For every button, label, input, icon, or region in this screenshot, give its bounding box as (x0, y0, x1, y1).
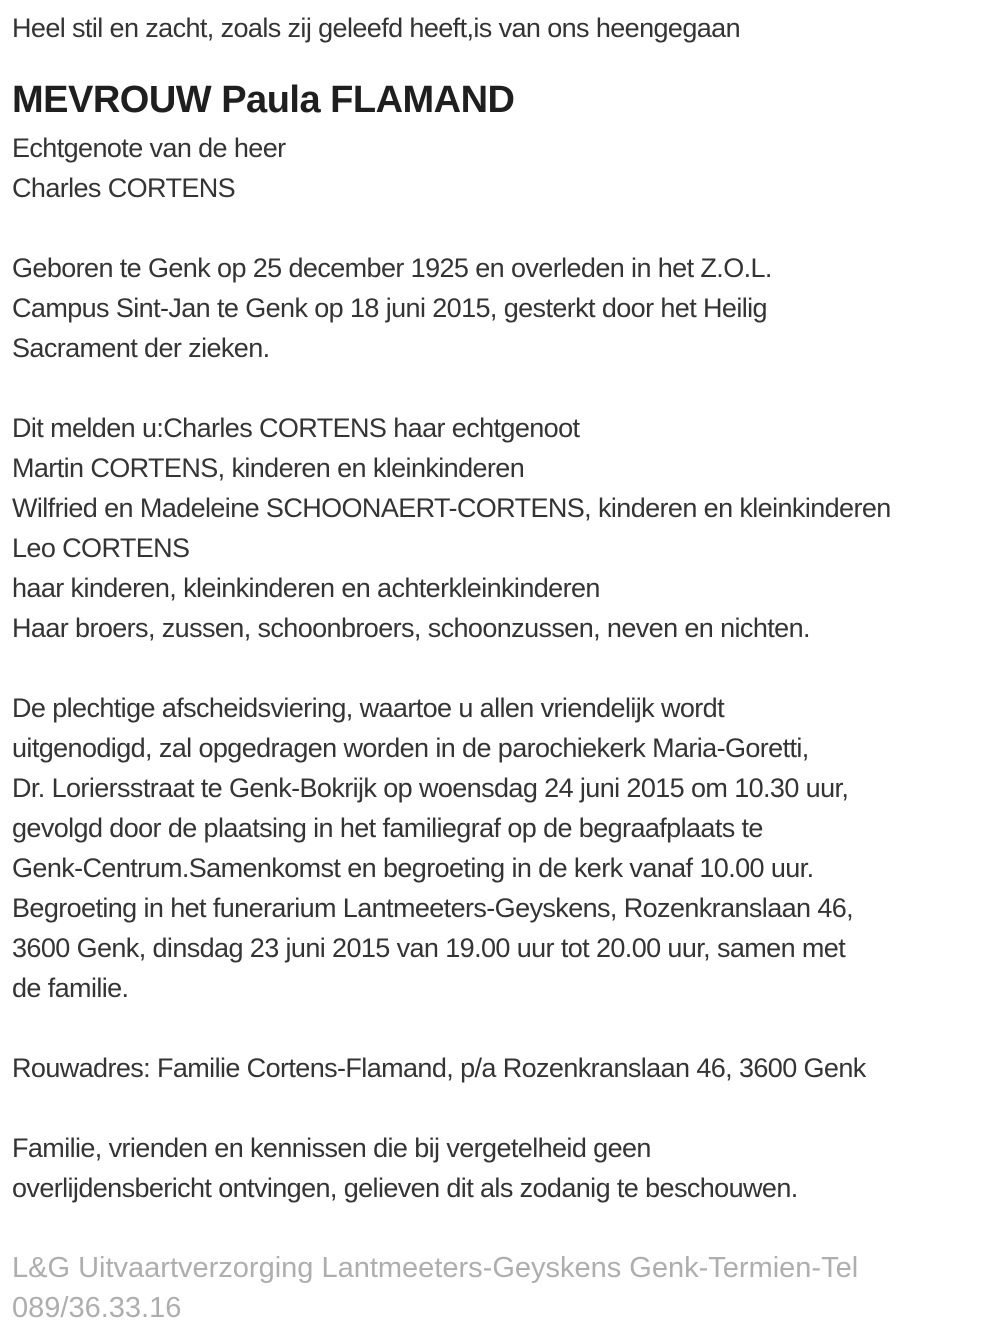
funeral-home-footer (12, 1248, 988, 1328)
opening-line: Heel stil en zacht, zoals zij geleefd heeft,is van ons heengegaan (12, 13, 740, 43)
text-line: Haar broers, zussen, schoonbroers, schoonzussen, neven en nichten. (12, 613, 810, 643)
paragraph-announced-by (12, 408, 988, 648)
relation-line: Echtgenote van de heer (12, 133, 286, 163)
paragraph-forgotten-notice (12, 1128, 988, 1208)
text-line: Familie, vrienden en kennissen die bij vergetelheid geen (12, 1133, 651, 1163)
text-line: gevolgd door de plaatsing in het familiegraf op de begraafplaats te (12, 813, 763, 843)
text-line: Genk-Centrum.Samenkomst en begroeting in de kerk vanaf 10.00 uur. (12, 853, 814, 883)
text-line: Sacrament der zieken. (12, 333, 270, 363)
paragraph-service-details (12, 688, 988, 1008)
text-line: uitgenodigd, zal opgedragen worden in de parochiekerk Maria-Goretti, (12, 733, 809, 763)
text-line: Campus Sint-Jan te Genk op 18 juni 2015, gesterkt door het Heilig (12, 293, 767, 323)
mourning-address-line: Rouwadres: Familie Cortens-Flamand, p/a Rozenkranslaan 46, 3600 Genk (12, 1053, 866, 1083)
text-line: Dit melden u:Charles CORTENS haar echtgenoot (12, 413, 580, 443)
text-line: de familie. (12, 973, 129, 1003)
text-line: Martin CORTENS, kinderen en kleinkinderen (12, 453, 525, 483)
text-line: Leo CORTENS (12, 533, 190, 563)
obituary-document (12, 8, 988, 1336)
text-line: De plechtige afscheidsviering, waartoe u allen vriendelijk wordt (12, 693, 724, 723)
text-line: Dr. Loriersstraat te Genk-Bokrijk op woensdag 24 juni 2015 om 10.30 uur, (12, 773, 849, 803)
text-line: Wilfried en Madeleine SCHOONAERT-CORTENS, kinderen en kleinkinderen (12, 493, 891, 523)
paragraph-birth-and-death (12, 248, 988, 368)
deceased-name: MEVROUW Paula FLAMAND (12, 79, 515, 121)
text-line: haar kinderen, kleinkinderen en achterkleinkinderen (12, 573, 600, 603)
text-line: Begroeting in het funerarium Lantmeeters-Geyskens, Rozenkranslaan 46, (12, 893, 854, 923)
text-line: overlijdensbericht ontvingen, gelieven dit als zodanig te beschouwen. (12, 1173, 798, 1203)
text-line: Geboren te Genk op 25 december 1925 en overleden in het Z.O.L. (12, 253, 772, 283)
text-line: 3600 Genk, dinsdag 23 juni 2015 van 19.00 uur tot 20.00 uur, samen met (12, 933, 846, 963)
funeral-home-name-line: L&G Uitvaartverzorging Lantmeeters-Geyskens Genk-Termien-Tel (12, 1252, 859, 1284)
paragraph-mourning-address (12, 1048, 988, 1088)
funeral-home-phone-line: 089/36.33.16 (12, 1292, 182, 1324)
spouse-name-line: Charles CORTENS (12, 173, 236, 203)
